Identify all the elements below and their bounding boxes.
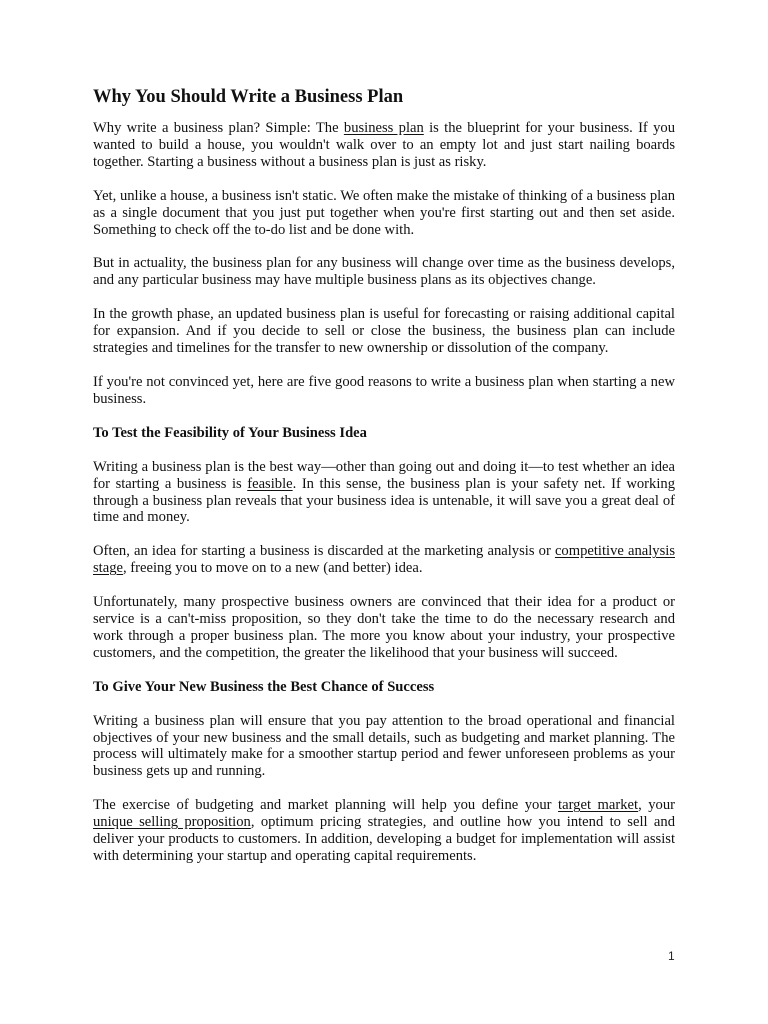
- document-body: [93, 86, 675, 882]
- intro-paragraph-4: In the growth phase, an updated business plan is useful for forecasting or raising additional capital for expansion. And if you decide to sell or close the business, the business plan can include strategies and timelines for the transfer to new ownership or dissolution of the company.: [93, 306, 675, 357]
- section-heading-success: To Give Your New Business the Best Chance of Success: [93, 678, 435, 695]
- business-plan-link[interactable]: business plan: [343, 120, 424, 136]
- document-title: Why You Should Write a Business Plan: [93, 87, 404, 107]
- text-span: Often, an idea for starting a business is discarded at the marketing analysis or: [93, 543, 555, 560]
- unique-selling-proposition-link[interactable]: unique selling proposition: [93, 814, 251, 831]
- success-paragraph-1: Writing a business plan will ensure that you pay attention to the broad operational and financial objectives of your new business and the small details, such as budgeting and market planning. The process will ultimately make for a smoother startup period and fewer unforeseen problems as your business gets up and running.: [93, 712, 675, 780]
- text-span: Writing a business plan is the best way—other than going out and doing it—to test whether an idea for starting a business is: [93, 458, 675, 492]
- text-span: The exercise of budgeting and market planning will help you define your: [93, 797, 559, 814]
- intro-paragraph-1: [93, 120, 675, 171]
- text-span: is the blueprint for your business. If you wanted to build a house, you wouldn't walk over to an empty lot and just start nailing boards together. Starting a business without a business plan is just as risky.: [93, 120, 675, 170]
- text-span: Why write a business plan? Simple: The: [93, 120, 344, 136]
- target-market-link[interactable]: target market: [558, 797, 639, 814]
- text-span: . In this sense, the business plan is your safety net. If working through a business plan reveals that your business idea is untenable, it will save you a great deal of time and money.: [93, 475, 675, 526]
- intro-paragraph-5: If you're not convinced yet, here are five good reasons to write a business plan when starting a new business.: [93, 373, 675, 407]
- success-paragraph-2: [93, 797, 675, 865]
- intro-paragraph-3: But in actuality, the business plan for any business will change over time as the business develops, and any particular business may have multiple business plans as its objectives change.: [93, 255, 675, 289]
- section-heading-feasibility: To Test the Feasibility of Your Business Idea: [93, 424, 367, 441]
- feasible-link[interactable]: feasible: [247, 475, 293, 492]
- feasibility-paragraph-1: [93, 459, 675, 527]
- feasibility-paragraph-2: [93, 543, 675, 577]
- text-span: , freeing you to move on to a new (and better) idea.: [123, 560, 423, 577]
- competitive-analysis-link[interactable]: competitive analysis stage: [93, 543, 675, 577]
- text-span: , your: [638, 797, 675, 814]
- feasibility-paragraph-3: Unfortunately, many prospective business owners are convinced that their idea for a product or service is a can't-miss proposition, so they don't take the time to do the necessary research and work through a proper business plan. The more you know about your industry, your prospective customers, and the competition, the greater the likelihood that your business will succeed.: [93, 594, 675, 661]
- page-number: 1: [668, 949, 675, 963]
- intro-paragraph-2: Yet, unlike a house, a business isn't static. We often make the mistake of thinking of a business plan as a single document that you just put together when you're first starting out and then set aside. Something to check off the to-do list and be done with.: [93, 187, 675, 238]
- text-span: , optimum pricing strategies, and outline how you intend to sell and deliver your products to customers. In addition, developing a budget for implementation will assist with determining your startup and operating capital requirements.: [93, 814, 676, 864]
